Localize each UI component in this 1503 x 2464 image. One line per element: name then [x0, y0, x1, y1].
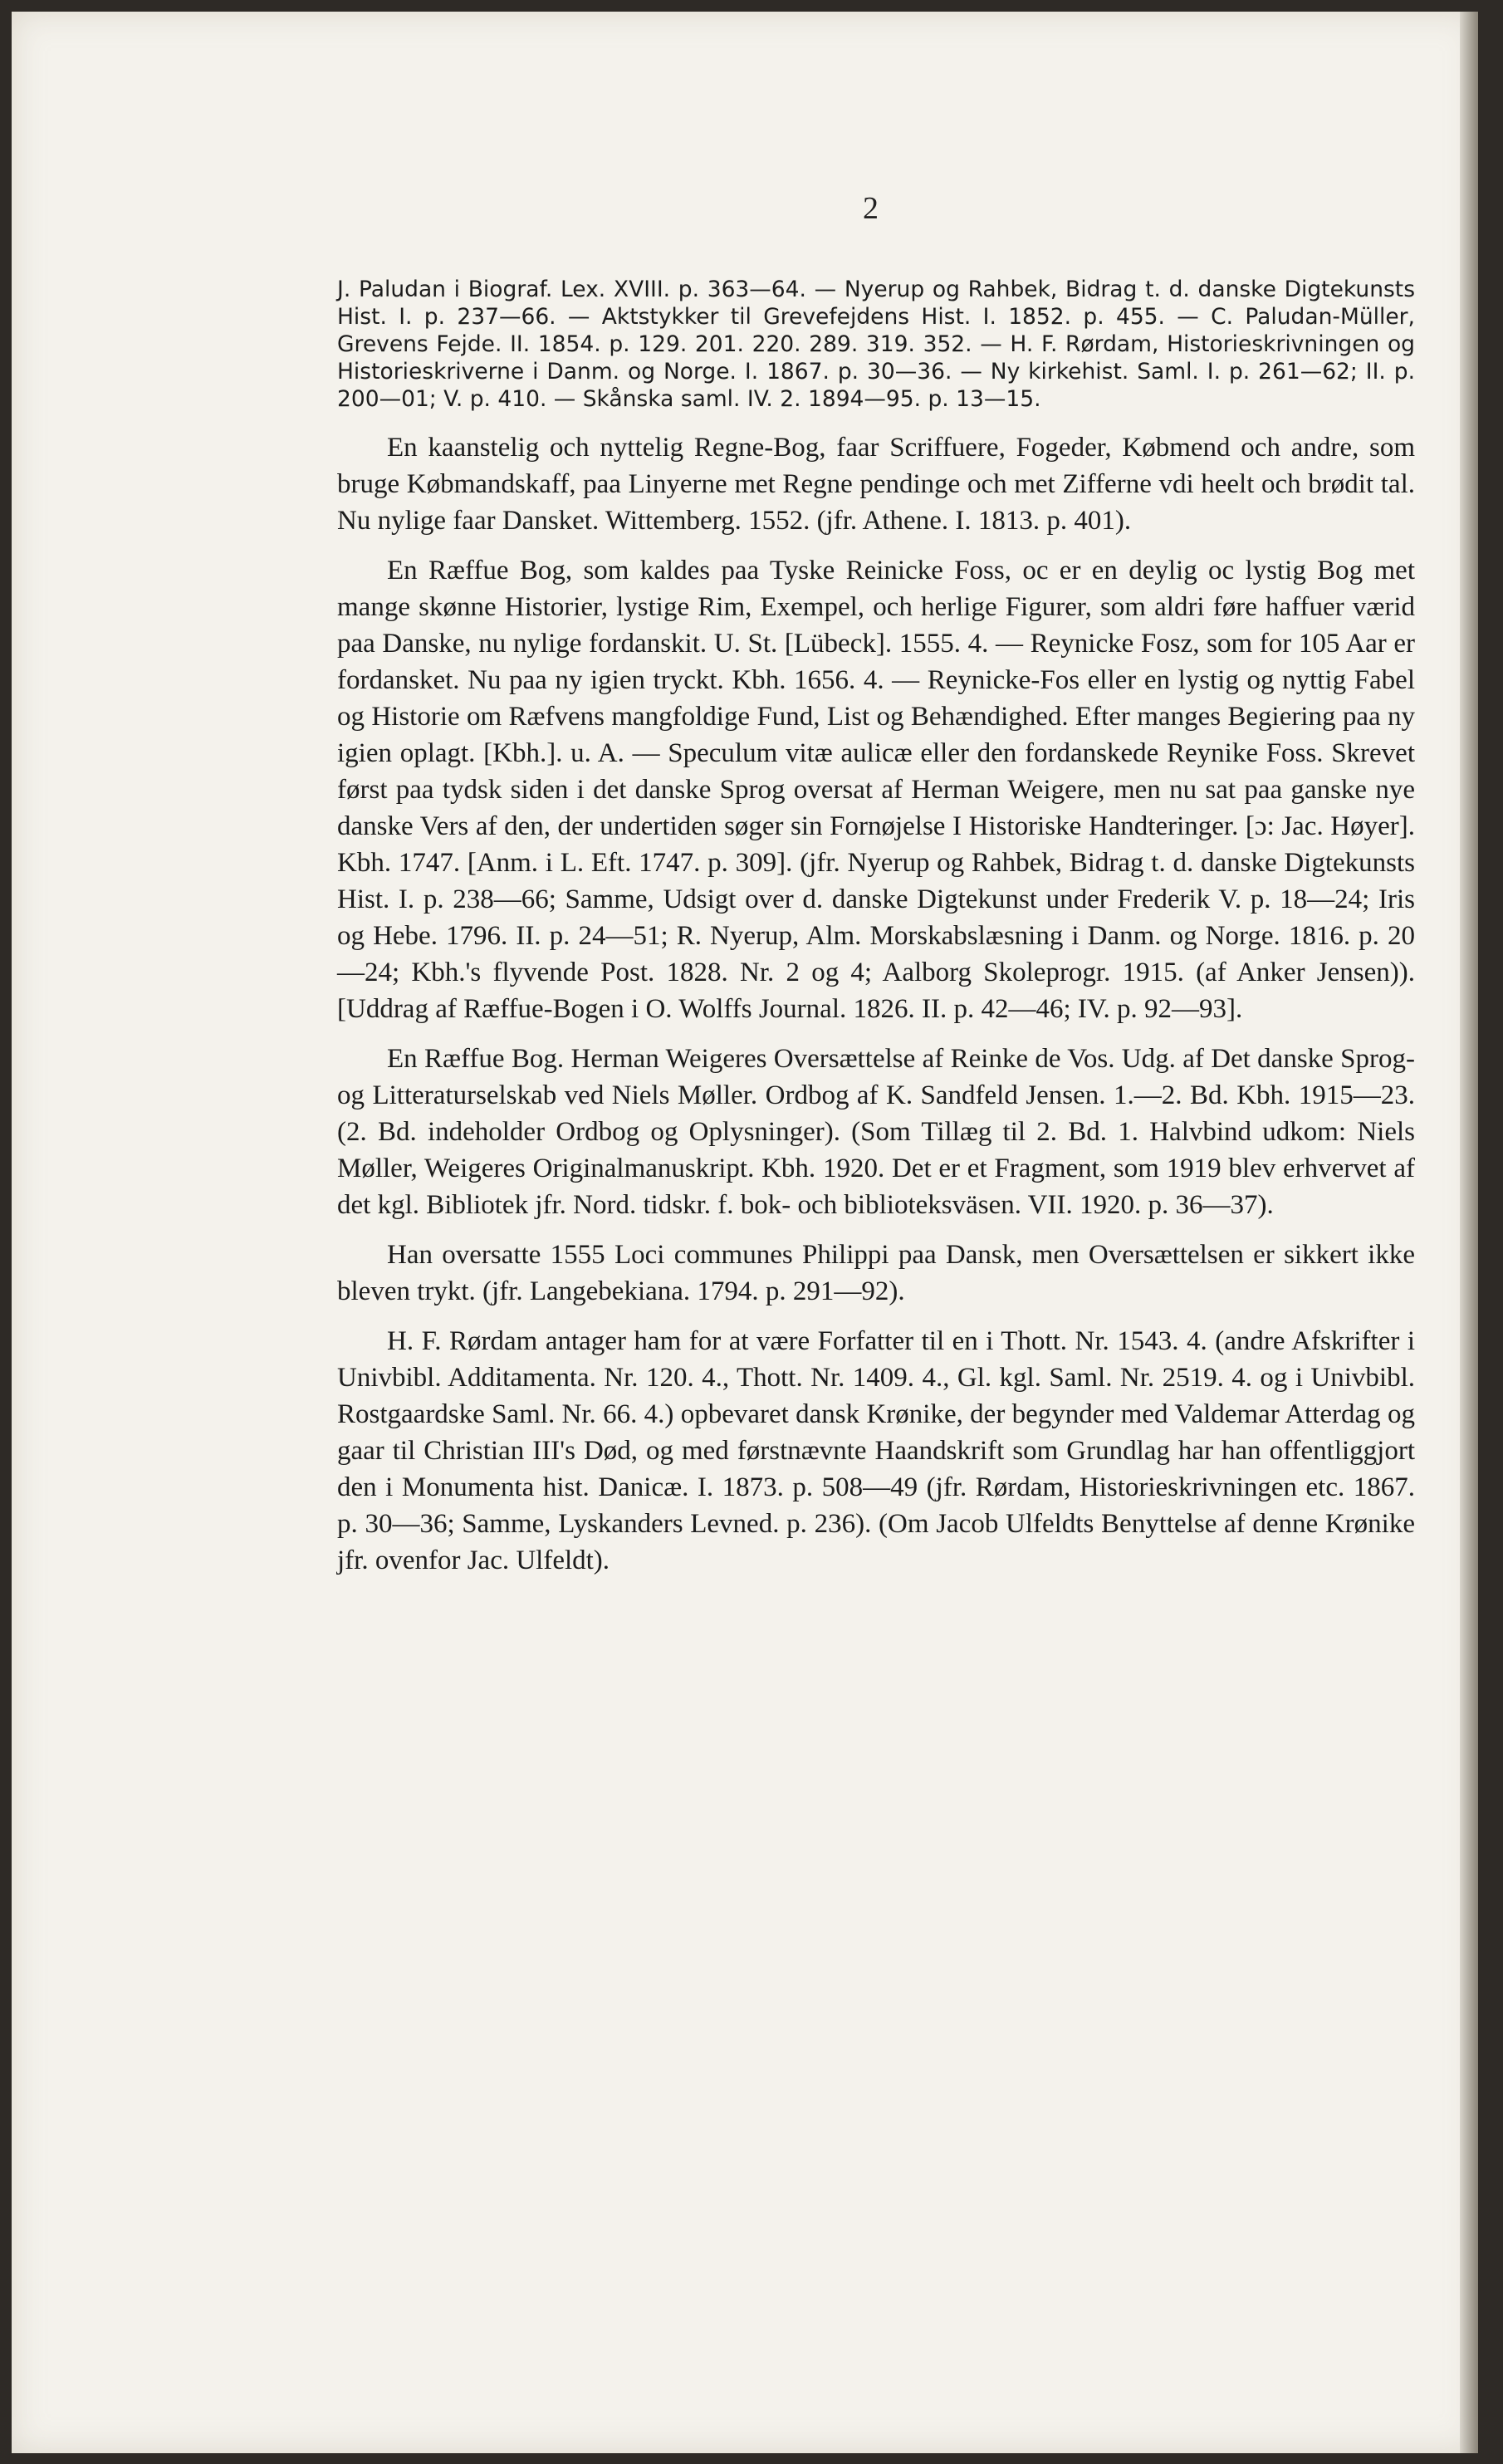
entry-paragraph-weigeres-edition: En Ræffue Bog. Herman Weigeres Oversættelse af Reinke de Vos. Udg. af Det danske Sprog- og Litteraturselskab ved Niels Møller. Ordbog af K. Sandfeld Jensen. 1.—2. Bd. Kbh. 1915—23. (2. Bd. indeholder Ordbog og Oplysninger). (Som Tillæg til 2. Bd. 1. Halvbind udkom: Niels Møller, Weigeres Originalmanuskript. Kbh. 1920. Det er et Fragment, som 1919 blev erhvervet af det kgl. Bibliotek jfr. Nord. tidskr. f. bok- och biblioteksväsen. VII. 1920. p. 36—37).	[337, 1044, 1415, 1220]
entry-paragraph-raeffue-bog: En Ræffue Bog, som kaldes paa Tyske Reinicke Foss, oc er en deylig oc lystig Bog met mange skønne Historier, lystige Rim, Exempel, och herlige Figurer, som aldri føre haffuer værid paa Danske, nu nylige fordanskit. U. St. [Lübeck]. 1555. 4. — Reynicke Fosz, som for 105 Aar er fordansket. Nu paa ny igien tryckt. Kbh. 1656. 4. — Reynicke-Fos eller en lystig og nyttig Fabel og Historie om Ræfvens mangfoldige Fund, List og Behændighed. Efter manges Begiering paa ny igien oplagt. [Kbh.]. u. A. — Speculum vitæ aulicæ eller den fordanskede Reynike Foss. Skrevet først paa tydsk siden i det danske Sprog oversat af Herman Weigere, men nu sat paa ganske nye danske Vers af den, der undertiden søger sin Fornøjelse I Historiske Handteringer. [ɔ: Jac. Høyer]. Kbh. 1747. [Anm. i L. Eft. 1747. p. 309]. (jfr. Nyerup og Rahbek, Bidrag t. d. danske Digtekunsts Hist. I. p. 238—66; Samme, Udsigt over d. danske Digtekunst under Frederik V. p. 18—24; Iris og Hebe. 1796. II. p. 24—51; R. Nyerup, Alm. Morskabslæsning i Danm. og Norge. 1816. p. 20—24; Kbh.'s flyvende Post. 1828. Nr. 2 og 4; Aalborg Skoleprogr. 1915. (af Anker Jensen)). [Uddrag af Ræffue-Bogen i O. Wolffs Journal. 1826. II. p. 42—46; IV. p. 92—93].	[337, 556, 1415, 1024]
reference-list: J. Paludan i Biograf. Lex. XVIII. p. 363—64. — Nyerup og Rahbek, Bidrag t. d. danske Digtekunsts Hist. I. p. 237—66. — Aktstykker til Grevefejdens Hist. I. 1852. p. 455. — C. Paludan-Müller, Grevens Fejde. II. 1854. p. 129. 201. 220. 289. 319. 352. — H. F. Rørdam, Historieskrivningen og Historieskriverne i Danm. og Norge. I. 1867. p. 30—36. — Ny kirkehist. Saml. I. p. 261—62; II. p. 200—01; V. p. 410. — Skånska saml. IV. 2. 1894—95. p. 13—15.	[337, 277, 1415, 412]
entry-paragraph-kronike: H. F. Rørdam antager ham for at være Forfatter til en i Thott. Nr. 1543. 4. (andre Afskrifter i Univbibl. Additamenta. Nr. 120. 4., Thott. Nr. 1409. 4., Gl. kgl. Saml. Nr. 2519. 4. og i Univbibl. Rostgaardske Saml. Nr. 66. 4.) opbevaret dansk Krønike, der begynder med Valdemar Atterdag og gaar til Christian III's Død, og med førstnævnte Haandskrift som Grundlag har han offentliggjort den i Monumenta hist. Danicæ. I. 1873. p. 508—49 (jfr. Rørdam, Historieskrivningen etc. 1867. p. 30—36; Samme, Lyskanders Levned. p. 236). (Om Jacob Ulfeldts Benyttelse af denne Krønike jfr. ovenfor Jac. Ulfeldt).	[337, 1326, 1415, 1575]
book-page	[12, 12, 1478, 2453]
page-number: 2	[863, 191, 879, 226]
page-content	[337, 276, 1415, 1592]
page-spine-shadow	[1460, 12, 1478, 2453]
entry-paragraph-loci-communes: Han oversatte 1555 Loci communes Philippi paa Dansk, men Oversættelsen er sikkert ikke bleven trykt. (jfr. Langebekiana. 1794. p. 291—92).	[337, 1240, 1415, 1306]
entry-paragraph-regne-bog: En kaanstelig och nyttelig Regne-Bog, faar Scriffuere, Fogeder, Købmend och andre, som bruge Købmandskaff, paa Linyerne met Regne pendinge och met Zifferne vdi heelt och brødit tal. Nu nylige faar Dansket. Wittemberg. 1552. (jfr. Athene. I. 1813. p. 401).	[337, 433, 1415, 536]
